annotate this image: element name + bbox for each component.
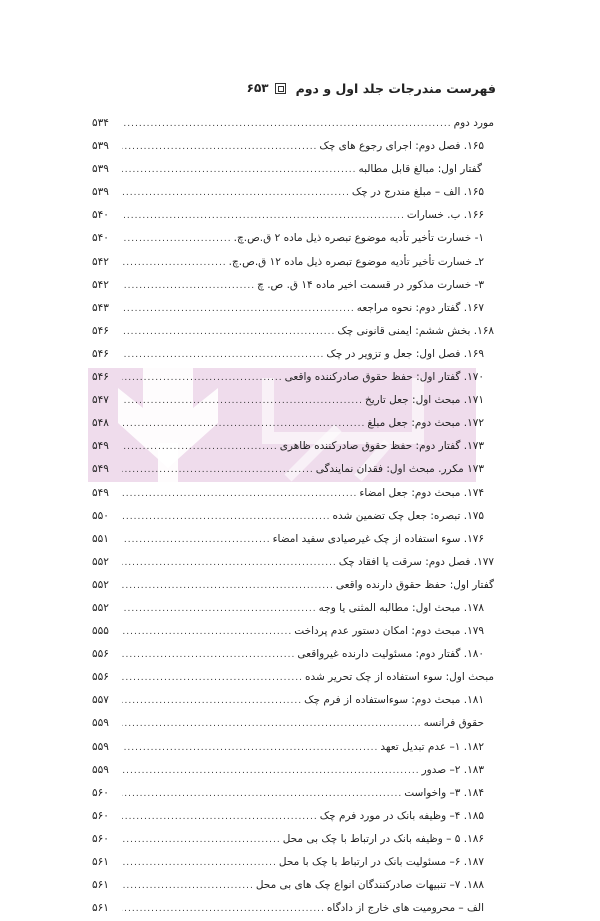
- toc-entry-page: ۵۳۹: [92, 140, 109, 153]
- toc-entry-page: ۵۶۱: [92, 856, 109, 868]
- toc-entry[interactable]: [92, 158, 494, 181]
- toc-entry-title: ۱۸۵. ۴– وظیفه بانک در مورد فرم چک: [319, 809, 484, 822]
- toc-entry-page: ۵۵۹: [92, 717, 109, 730]
- toc-entry-title: الف – محرومیت های خارج از دادگاه: [326, 902, 484, 915]
- toc-entry[interactable]: [92, 828, 494, 851]
- toc-entry-title: مورد دوم: [453, 117, 494, 129]
- toc-entry-title: ۱۷۹. مبحث دوم: امکان دستور عدم پرداخت: [294, 625, 484, 638]
- leader-dots: [122, 575, 334, 598]
- leader-dots: [122, 898, 325, 921]
- toc-entry-page: ۵۳۹: [92, 186, 109, 199]
- toc-entry-title: ۱۸۱. مبحث دوم: سوءاستفاده از فرم چک: [304, 694, 484, 707]
- leader-dots: [122, 275, 255, 298]
- leader-dots: [122, 159, 356, 182]
- toc-entry-page: ۵۴۲: [92, 255, 109, 268]
- toc-entry[interactable]: [92, 482, 494, 505]
- toc-entry[interactable]: [92, 274, 494, 297]
- leader-dots: [122, 852, 277, 875]
- leader-dots: [122, 113, 452, 136]
- toc-entry-title: ۱۸۴. ۳– واخواست: [404, 786, 484, 799]
- square-bullet-icon: [275, 83, 286, 94]
- toc-entry[interactable]: [92, 528, 494, 551]
- toc-entry-title: ۱۶۷. گفتار دوم: نحوه مراجعه: [356, 301, 484, 314]
- toc-entry-page: ۵۴۸: [92, 417, 109, 430]
- toc-entry[interactable]: [92, 712, 494, 735]
- toc-entry-title: ۱۶۵. الف – مبلغ مندرج در چک: [351, 186, 484, 199]
- toc-entry-page: ۵۶۰: [92, 809, 109, 822]
- toc-entry-page: ۵۴۹: [92, 463, 109, 476]
- toc-entry-page: ۵۴۰: [92, 232, 109, 245]
- toc-entry[interactable]: [92, 897, 494, 920]
- toc-entry-page: ۵۵۱: [92, 532, 109, 545]
- toc-entry-page: ۵۶۱: [92, 879, 109, 892]
- toc-entry[interactable]: [92, 297, 494, 320]
- toc-entry[interactable]: [92, 435, 494, 458]
- toc-entry-title: ۱۷۲. مبحث دوم: جعل مبلغ: [367, 417, 484, 430]
- toc-entry[interactable]: [92, 181, 494, 204]
- toc-entry-page: ۵۳۹: [92, 163, 109, 176]
- toc-entry-page: ۵۴۹: [92, 440, 109, 453]
- toc-entry[interactable]: [92, 874, 494, 897]
- toc-entry-title: ۳- خسارت مذکور در قسمت اخیر ماده ۱۴ ق. ص. چ: [257, 278, 484, 291]
- leader-dots: [122, 136, 317, 159]
- toc-entry-page: ۵۵۵: [92, 625, 109, 638]
- leader-dots: [122, 598, 317, 621]
- leader-dots: [122, 644, 295, 667]
- leader-dots: [122, 529, 271, 552]
- leader-dots: [122, 298, 355, 321]
- toc-entry-page: ۵۴۰: [92, 209, 109, 222]
- page-header: [96, 78, 496, 98]
- toc-entry-page: ۵۵۷: [92, 694, 109, 707]
- leader-dots: [122, 321, 335, 344]
- toc-entry[interactable]: [92, 135, 494, 158]
- toc-entry-title: حقوق فرانسه: [423, 717, 484, 730]
- leader-dots: [122, 667, 303, 690]
- leader-dots: [122, 390, 363, 413]
- leader-dots: [122, 690, 302, 713]
- toc-entry-page: ۵۵۹: [92, 763, 109, 776]
- toc-entry-title: ۲ـ خسارت تأخیر تأدیه موضوع تبصره ذیل ماده ۱۲ ق.ص.چ.: [228, 255, 484, 268]
- toc-entry-title: ۱۷۱. مبحث اول: جعل تاریخ: [364, 394, 484, 407]
- toc-entry-title: ۱۷۰. گفتار اول: حفظ حقوق صادرکننده واقعی: [284, 371, 484, 384]
- toc-entry[interactable]: [92, 458, 494, 481]
- toc-entry-title: ۱۸۷. ۶– مسئولیت بانک در ارتباط با چک با محل: [278, 856, 484, 868]
- leader-dots: [122, 436, 278, 459]
- toc-entry[interactable]: [92, 759, 494, 782]
- leader-dots: [122, 783, 402, 806]
- toc-entry-page: ۵۵۶: [92, 648, 109, 661]
- leader-dots: [122, 344, 324, 367]
- toc-entry[interactable]: [92, 643, 494, 666]
- toc-entry-page: ۵۴۹: [92, 486, 109, 499]
- toc-entry-page: ۵۴۲: [92, 278, 109, 291]
- toc-entry-title: ۱۷۳ مکرر. مبحث اول: فقدان نمایندگی: [315, 463, 484, 476]
- toc-entry[interactable]: [92, 412, 494, 435]
- toc-entry[interactable]: [92, 574, 494, 597]
- toc-entry[interactable]: [92, 551, 494, 574]
- toc-entry-title: ۱۷۶. سوء استفاده از چک غیرصیادی سفید امضاء: [272, 532, 484, 545]
- leader-dots: [122, 829, 281, 852]
- toc-entry-page: ۵۴۶: [92, 371, 109, 384]
- toc-entry[interactable]: [92, 204, 494, 227]
- toc-entry[interactable]: [92, 505, 494, 528]
- toc-entry-page: ۵۳۴: [92, 117, 109, 129]
- toc-entry-title: ۱۸۲. ۱– عدم تبدیل تعهد: [380, 740, 484, 753]
- toc-entry-page: ۵۶۰: [92, 832, 109, 845]
- toc-entry[interactable]: [92, 782, 494, 805]
- toc-entry[interactable]: [92, 251, 494, 274]
- toc-entry[interactable]: [92, 112, 494, 135]
- toc-entry-page: ۵۵۰: [92, 509, 109, 522]
- toc-entry[interactable]: [92, 666, 494, 689]
- leader-dots: [122, 182, 350, 205]
- toc-entry-title: گفتار اول: مبالغ قابل مطالبه: [358, 163, 482, 176]
- page-title: فهرست مندرجات جلد اول و دوم: [295, 80, 496, 96]
- toc-entry-title: ۱۷۵. تبصره: جعل چک تضمین شده: [332, 509, 484, 522]
- leader-dots: [122, 252, 227, 275]
- toc-entry-title: ۱۶۹. فصل اول: جعل و تزویر در چک: [326, 347, 484, 360]
- toc-entry-title: مبحث اول: سوء استفاده از چک تحریر شده: [304, 671, 494, 684]
- toc-entry-page: ۵۵۶: [92, 671, 109, 684]
- leader-dots: [122, 367, 283, 390]
- toc-entry[interactable]: [92, 389, 494, 412]
- leader-dots: [122, 737, 378, 760]
- toc-entry[interactable]: [92, 343, 494, 366]
- toc-entry-title: گفتار اول: حفظ حقوق دارنده واقعی: [335, 578, 494, 591]
- leader-dots: [122, 506, 331, 529]
- toc-entry-title: ۱۷۳. گفتار دوم: حفظ حقوق صادرکننده ظاهری: [279, 440, 484, 453]
- toc-entry[interactable]: [92, 805, 494, 828]
- toc-entry-page: ۵۵۲: [92, 578, 109, 591]
- toc-entry[interactable]: [92, 851, 494, 874]
- toc-entry-title: ۱۶۵. فصل دوم: اجرای رجوع های چک: [319, 140, 484, 153]
- toc-entry-title: ۱۸۸. ۷– تنبیهات صادرکنندگان انواع چک های بی محل: [255, 879, 484, 892]
- toc-entry-title: ۱۸۰. گفتار دوم: مسئولیت دارنده غیرواقعی: [297, 648, 484, 661]
- toc-entry-page: ۵۵۲: [92, 555, 109, 568]
- toc-entry[interactable]: [92, 366, 494, 389]
- toc-entry[interactable]: [92, 620, 494, 643]
- leader-dots: [122, 459, 314, 482]
- toc-entry-page: ۵۶۰: [92, 786, 109, 799]
- toc-entry[interactable]: [92, 689, 494, 712]
- leader-dots: [122, 760, 420, 783]
- leader-dots: [122, 713, 422, 736]
- toc-entry-title: ۱۷۴. مبحث دوم: جعل امضاء: [359, 486, 484, 499]
- toc-entry-title: ۱۶۶. ب. خسارات: [406, 209, 484, 222]
- leader-dots: [122, 483, 357, 506]
- leader-dots: [122, 228, 232, 251]
- toc-entry-title: ۱۸۶. ۵ – وظیفه بانک در ارتباط با چک بی محل: [282, 832, 484, 845]
- toc-entry-page: ۵۴۷: [92, 394, 109, 407]
- leader-dots: [122, 875, 254, 898]
- leader-dots: [122, 205, 405, 228]
- toc-entry-page: ۵۵۲: [92, 601, 109, 614]
- toc-entry[interactable]: [92, 597, 494, 620]
- toc-entry-title: ۱۷۸. مبحث اول: مطالبه المثنی یا وجه: [318, 601, 484, 614]
- toc-entry-title: ۱۷۷. فصل دوم: سرقت یا افقاد چک: [338, 555, 494, 568]
- toc-entry[interactable]: [92, 227, 494, 250]
- toc-entry-title: ۱۸۳. ۲– صدور: [421, 763, 484, 776]
- toc-entry-page: ۵۶۱: [92, 902, 109, 915]
- toc-entry[interactable]: [92, 736, 494, 759]
- leader-dots: [122, 806, 318, 829]
- leader-dots: [122, 621, 292, 644]
- toc-entry-page: ۵۴۳: [92, 301, 109, 314]
- toc-entry-page: ۵۵۹: [92, 740, 109, 753]
- toc-entry-title: ۱- خسارت تأخیر تأدیه موضوع تبصره ذیل ماده ۲ ق.ص.چ.: [233, 232, 484, 245]
- page-number: ۶۵۳: [246, 81, 269, 95]
- toc-entry[interactable]: [92, 320, 494, 343]
- toc-entry-title: ۱۶۸. بخش ششم: ایمنی قانونی چک: [337, 324, 494, 337]
- toc-entry-page: ۵۴۶: [92, 347, 109, 360]
- leader-dots: [122, 413, 365, 436]
- leader-dots: [122, 552, 337, 575]
- table-of-contents: [92, 112, 494, 920]
- toc-entry-page: ۵۴۶: [92, 324, 109, 337]
